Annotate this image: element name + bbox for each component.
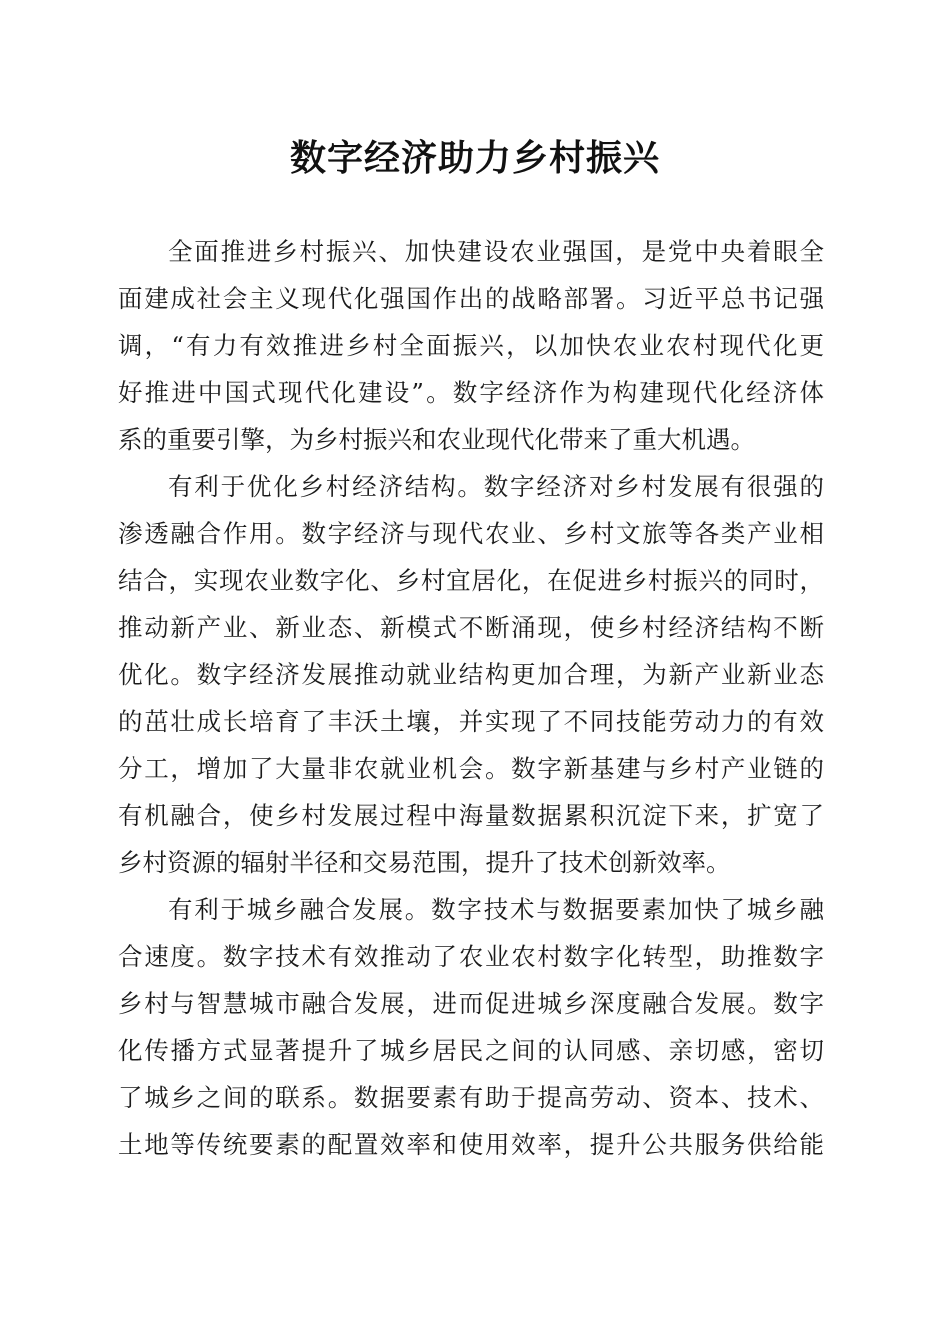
body-line: 化传播方式显著提升了城乡居民之间的认同感、亲切感，密切: [118, 1036, 824, 1065]
body-line: 有利于城乡融合发展。数字技术与数据要素加快了城乡融: [168, 895, 824, 924]
document-body: [118, 228, 824, 1168]
body-line: 土地等传统要素的配置效率和使用效率，提升公共服务供给能: [118, 1130, 824, 1159]
body-line: 系的重要引擎，为乡村振兴和农业现代化带来了重大机遇。: [118, 425, 755, 454]
body-line: 合速度。数字技术有效推动了农业农村数字化转型，助推数字: [118, 942, 824, 971]
body-line: 结合，实现农业数字化、乡村宜居化，在促进乡村振兴的同时，: [118, 566, 824, 595]
body-line: 的茁壮成长培育了丰沃土壤，并实现了不同技能劳动力的有效: [118, 707, 824, 736]
body-line: 面建成社会主义现代化强国作出的战略部署。习近平总书记强: [118, 284, 824, 313]
body-line: 调，“有力有效推进乡村全面振兴，以加快农业农村现代化更: [118, 331, 824, 360]
body-line: 有机融合，使乡村发展过程中海量数据累积沉淀下来，扩宽了: [118, 801, 824, 830]
body-line: 乡村与智慧城市融合发展，进而促进城乡深度融合发展。数字: [118, 989, 824, 1018]
body-line: 全面推进乡村振兴、加快建设农业强国，是党中央着眼全: [168, 237, 824, 266]
body-line: 优化。数字经济发展推动就业结构更加合理，为新产业新业态: [118, 660, 824, 689]
body-line: 有利于优化乡村经济结构。数字经济对乡村发展有很强的: [168, 472, 824, 501]
body-line: 分工，增加了大量非农就业机会。数字新基建与乡村产业链的: [118, 754, 824, 783]
document-title: 数字经济助力乡村振兴: [289, 137, 660, 179]
body-line: 了城乡之间的联系。数据要素有助于提高劳动、资本、技术、: [118, 1083, 824, 1112]
body-line: 好推进中国式现代化建设”。数字经济作为构建现代化经济体: [118, 378, 824, 407]
body-line: 渗透融合作用。数字经济与现代农业、乡村文旅等各类产业相: [118, 519, 824, 548]
body-line: 推动新产业、新业态、新模式不断涌现，使乡村经济结构不断: [118, 613, 824, 642]
body-line: 乡村资源的辐射半径和交易范围，提升了技术创新效率。: [118, 848, 731, 877]
